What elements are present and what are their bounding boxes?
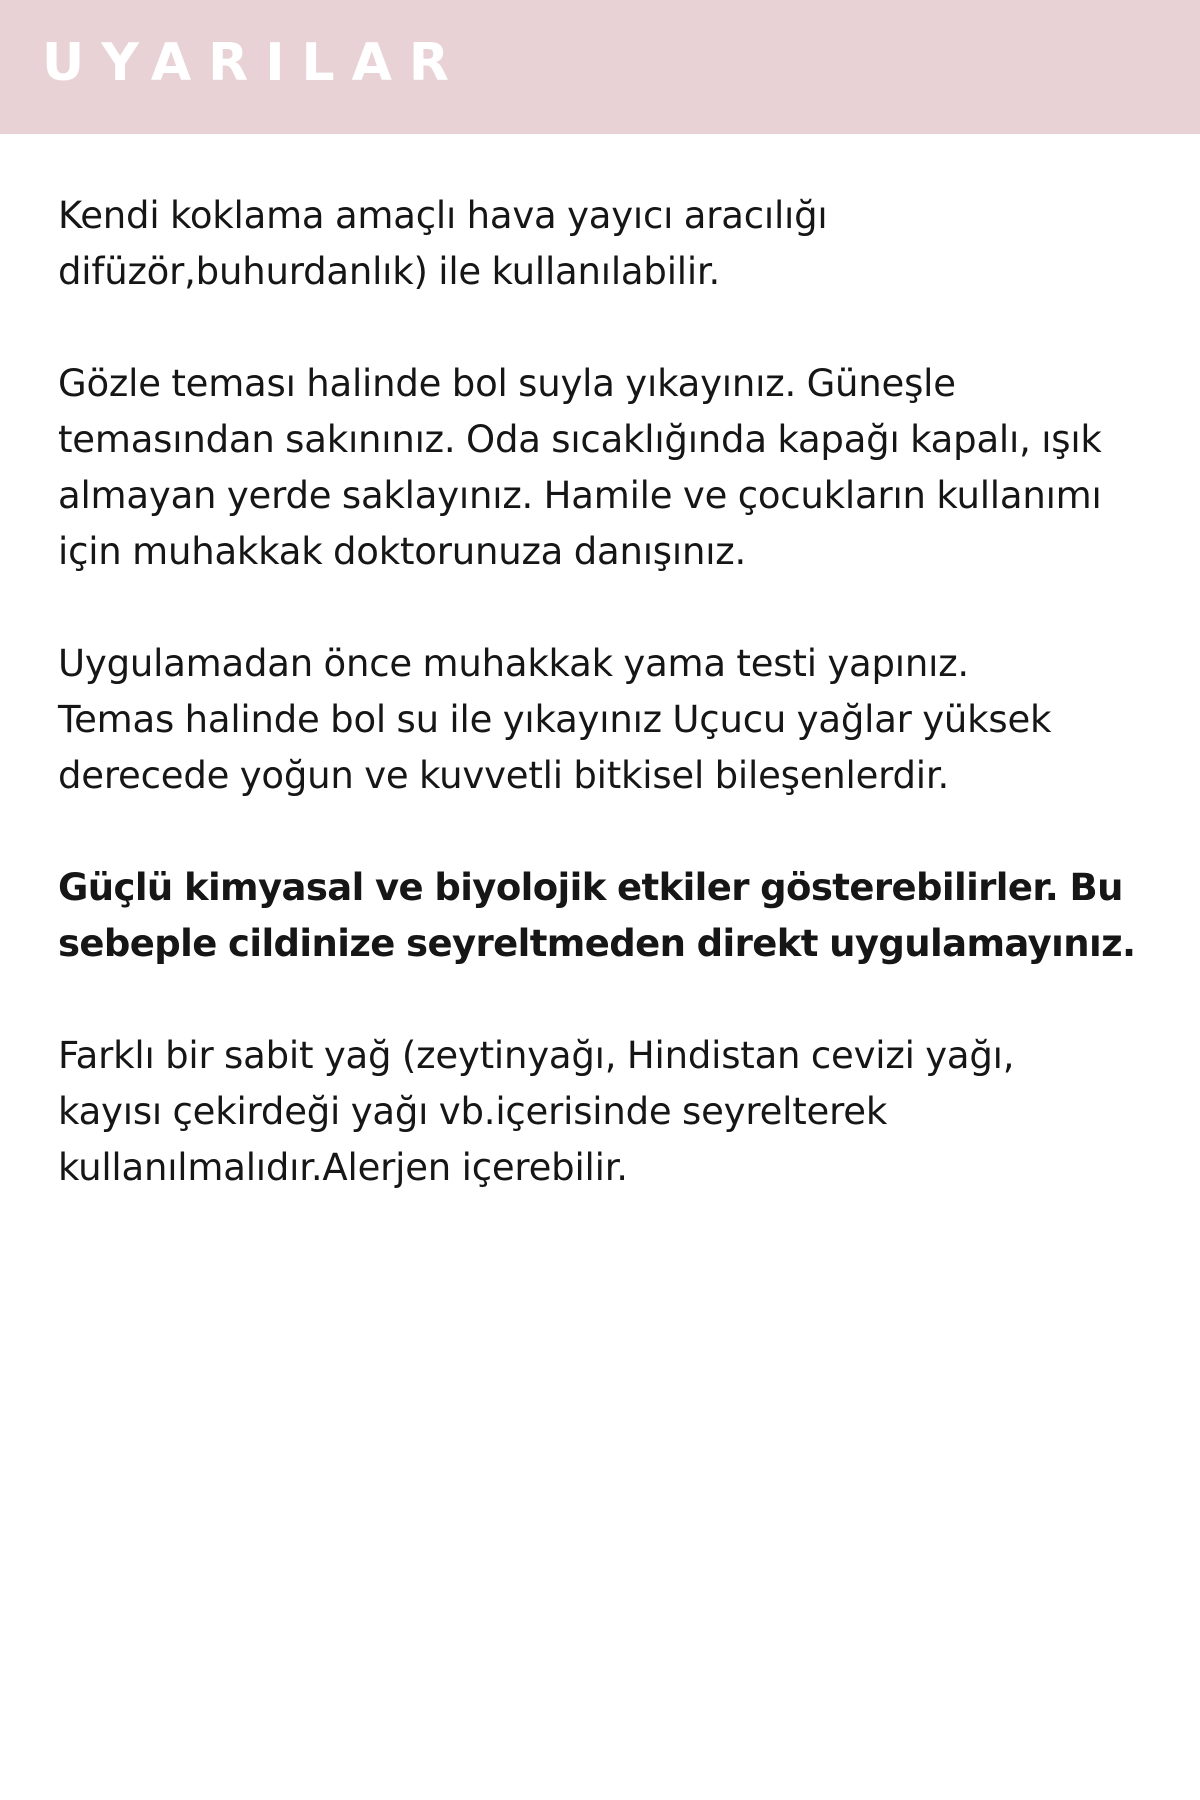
paragraph-line: Güçlü kimyasal ve biyolojik etkiler gösterebilirler. Bu: [58, 866, 1123, 909]
warning-paragraph-contact-storage: [58, 356, 1148, 580]
paragraph-line: Temas halinde bol su ile yıkayınız Uçucu yağlar yüksek: [58, 698, 1052, 741]
paragraph-line: derecede yoğun ve kuvvetli bitkisel bileşenlerdir.: [58, 754, 950, 797]
warning-paragraph-bold-dilution: [58, 860, 1148, 972]
paragraph-line: Kendi koklama amaçlı hava yayıcı aracılığı: [58, 194, 828, 237]
warnings-content: [58, 188, 1148, 1252]
paragraph-line: için muhakkak doktorunuza danışınız.: [58, 530, 747, 573]
header-band: [0, 0, 1200, 134]
warning-paragraph-usage: [58, 188, 1148, 300]
paragraph-line: difüzör,buhurdanlık) ile kullanılabilir.: [58, 250, 721, 293]
paragraph-line: temasından sakınınız. Oda sıcaklığında kapağı kapalı, ışık: [58, 418, 1102, 461]
paragraph-line: Uygulamadan önce muhakkak yama testi yapınız.: [58, 642, 969, 685]
paragraph-line: Gözle teması halinde bol suyla yıkayınız. Güneşle: [58, 362, 956, 405]
paragraph-line: almayan yerde saklayınız. Hamile ve çocukların kullanımı: [58, 474, 1102, 517]
paragraph-line: kayısı çekirdeği yağı vb.içerisinde seyrelterek: [58, 1090, 888, 1133]
paragraph-line: sebeple cildinize seyreltmeden direkt uygulamayınız.: [58, 922, 1136, 965]
warning-paragraph-carrier-oil: [58, 1028, 1148, 1196]
warning-paragraph-patch-test: [58, 636, 1148, 804]
paragraph-line: Farklı bir sabit yağ (zeytinyağı, Hindistan cevizi yağı,: [58, 1034, 1015, 1077]
page-title: UYARILAR: [42, 33, 466, 93]
paragraph-line: kullanılmalıdır.Alerjen içerebilir.: [58, 1146, 628, 1189]
